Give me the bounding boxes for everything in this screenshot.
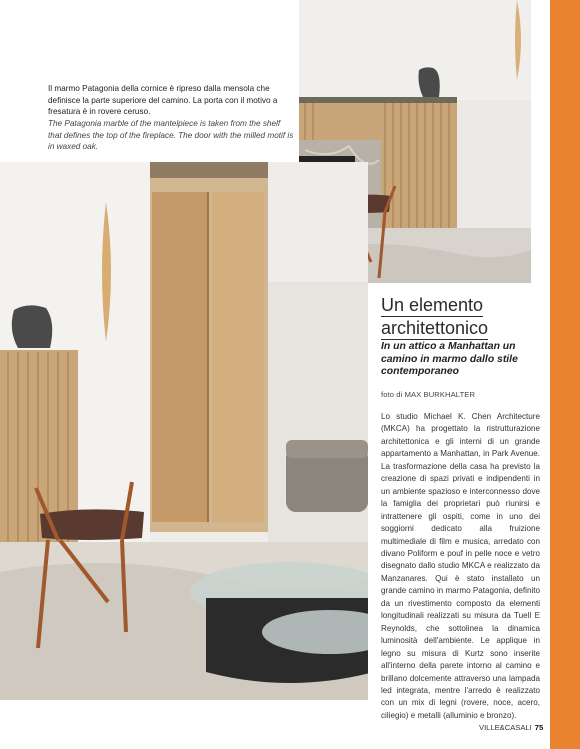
article-title-line1: Un elemento <box>381 295 484 315</box>
article-title-line2: architettonico <box>381 318 489 338</box>
page-number: 75 <box>534 723 544 732</box>
article-title <box>381 295 541 341</box>
magazine-name: VILLE&CASALI <box>479 723 532 732</box>
caption-italian: Il marmo Patagonia della cornice è ripreso dalla mensola che definisce la parte superiore del camino. La porta con il motivo a fresatura è in rovere ceruso. <box>48 84 278 117</box>
photo-living-room <box>0 162 368 700</box>
living-room-illustration <box>0 162 368 700</box>
caption-english: The Patagonia marble of the mantelpiece is taken from the shelf that defines the top of the fireplace. The door with the milled motif is in waxed oak. <box>48 119 294 152</box>
article-body: Lo studio Michael K. Chen Architecture (MKCA) ha progettato la ristrutturazione architettonica e gli interni di un grande appartamento a Manhattan, in Park Avenue. La trasformazione della casa ha previsto la creazione di spazi privati e indipendenti in un ambiente spazioso e interconnesso dove la famiglia dei proprietari può riunirsi e intrattenere gli ospiti, come in uno dei soggiorni dedicato alla fruizione multimediale di film e musica, arredato con divano Poliform e pouf in pelle noce e vetro disegnato dallo studio MKCA e realizzato da Manzanares. Qui è stato installato un grande camino in marmo Patagonia, definito da un rivestimento composto da elementi longitudinali realizzati su misura da Tuell E Reynolds, che sottolinea la dinamica luminosità dell'ambiente. Le applique in legno su misura di Kurtz sono inserite all'interno della parete intorno al camino e brillano dolcemente attraverso una lampada led integrata, mentre l'arredo è realizzato con un mix di legni (rovere, noce, acero, ciliegio) e metalli (alluminio e bronzo). <box>381 412 540 720</box>
page-folio <box>479 723 543 732</box>
photo-credit: foto di MAX BURKHALTER <box>381 390 476 399</box>
article-subtitle: In un attico a Manhattan un camino in marmo dallo stile contemporaneo <box>381 341 518 378</box>
accent-band <box>550 0 580 749</box>
